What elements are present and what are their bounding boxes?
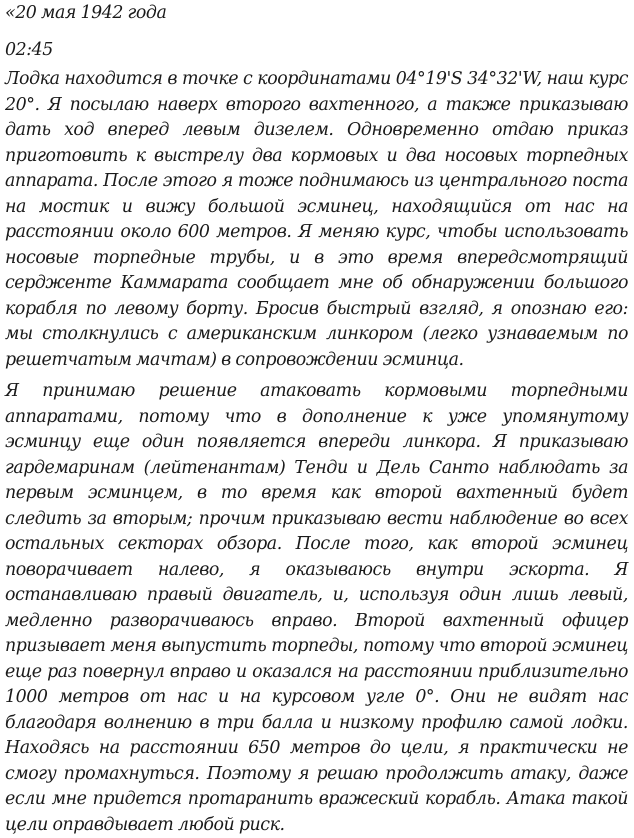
time-line: 02:45 <box>5 40 53 60</box>
paragraph-1: Лодка находится в точке с координатами 04°19'S 34°32'W, наш курс 20°. Я посылаю наверх второго вахтенного, а также приказываю дать ход вперед левым дизелем. Одновременно отдаю приказ приготовить к выстрелу два кормовых и два носовых торпедных аппарата. После этого я тоже поднимаюсь из центрального поста на мостик и вижу большой эсминец, находящийся от нас на расстоянии около 600 метров. Я меняю курс, чтобы использовать носовые торпедные трубы, и в это время впередсмотрящий сердженте Каммарата сообщает мне об обнаружении большого корабля по левому борту. Бросив быстрый взгляд, я опознаю его: мы столкнулись с американским линкором (легко узнаваемым по решетчатым мачтам) в сопровождении эсминца. <box>5 69 628 370</box>
paragraph-2: Я принимаю решение атаковать кормовыми торпедными аппаратами, потому что в дополнение к уже упомянутому эсминцу еще один появляется впереди линкора. Я приказываю гардемаринам (лейтенантам) Тенди и Дель Санто наблюдать за первым эсминцем, в то время как второй вахтенный будет следить за вторым; прочим приказываю вести наблюдение во всех остальных секторах обзора. После того, как второй эсминец поворачивает налево, я оказываюсь внутри эскорта. Я останавливаю правый двигатель, и, используя один лишь левый, медленно разворачиваюсь вправо. Второй вахтенный офицер призывает меня выпустить торпеды, потому что второй эсминец еще раз повернул вправо и оказался на расстоянии приблизительно 1000 метров от нас и на курсовом угле 0°. Они не видят нас благодаря волнению в три балла и низкому профилю самой лодки. Находясь на расстоянии 650 метров до цели, я практически не смогу промахнуться. Поэтому я решаю продолжить атаку, даже если мне придется протаранить вражеский корабль. Атака такой цели оправдывает любой риск. <box>5 381 628 835</box>
date-line: «20 мая 1942 года <box>5 3 167 23</box>
